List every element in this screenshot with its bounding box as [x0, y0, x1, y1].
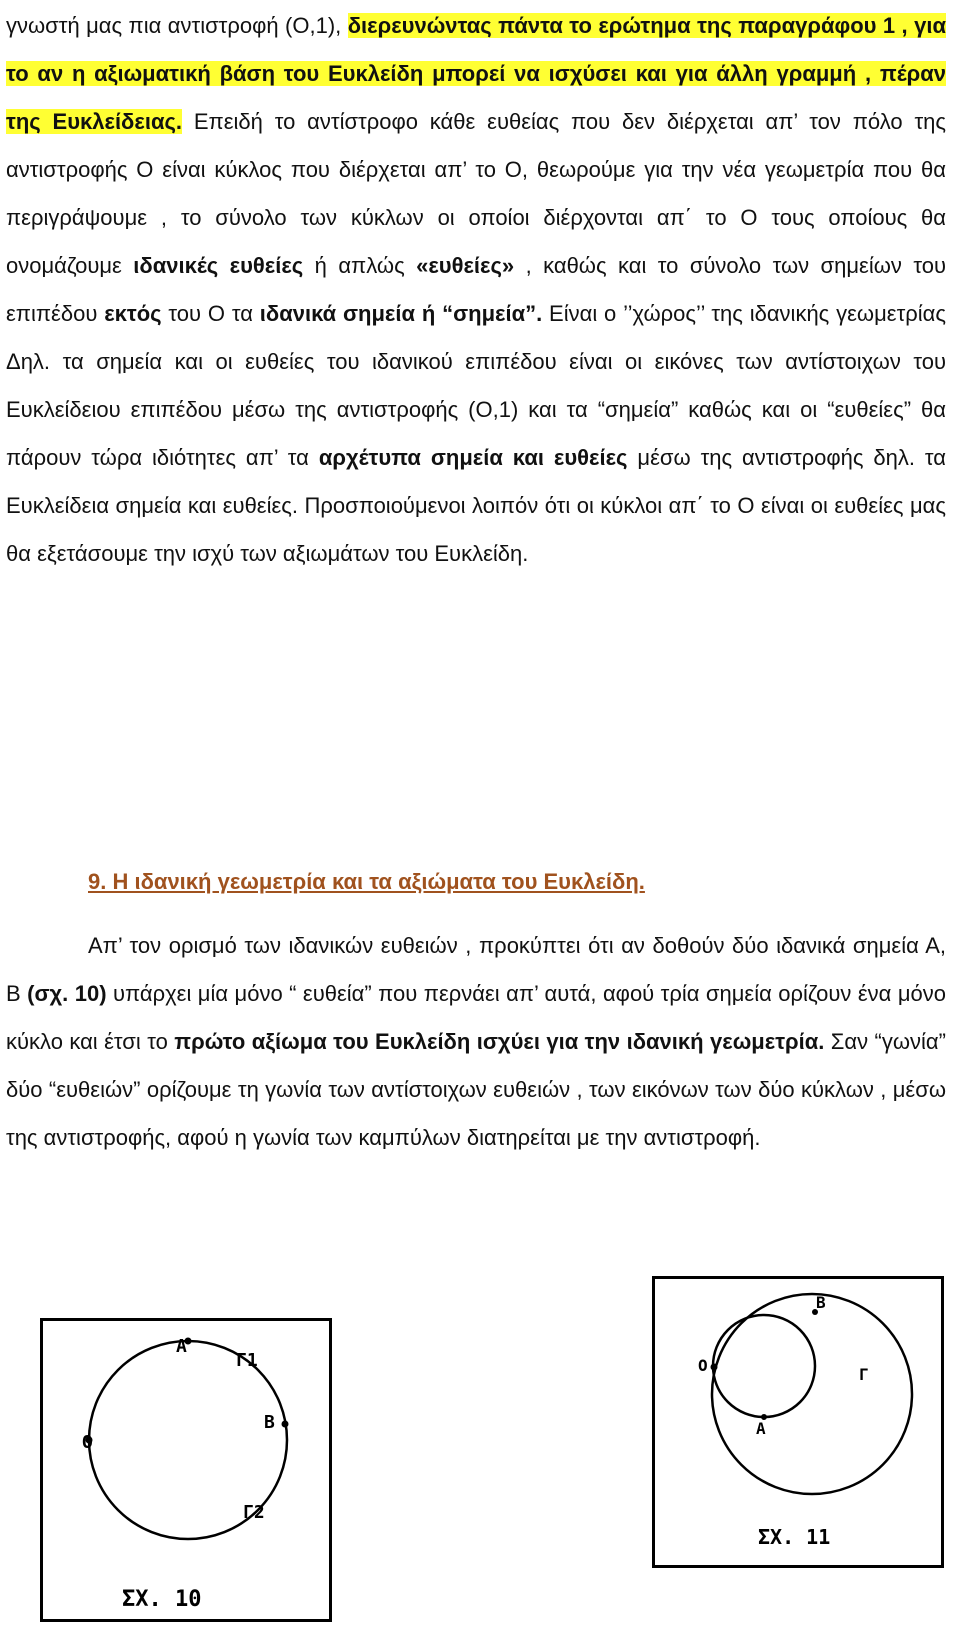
- label-A: Α: [756, 1419, 766, 1438]
- figure-10-drawing: [40, 1318, 332, 1622]
- text-run: υπάρχει μία μόνο “ ευθεία” που περνάει απ’ αυτά, αφού τρία σημεία ορίζουν ένα μόνο κύκλο και έτσι το: [6, 981, 946, 1054]
- label-G2: Γ2: [243, 1502, 265, 1523]
- figure-10-caption: ΣΧ. 10: [122, 1587, 202, 1612]
- label-G: Γ: [859, 1365, 869, 1384]
- point-B: [282, 1421, 289, 1428]
- bold-term-lines: «ευθείες»: [416, 253, 515, 278]
- figure-10: [40, 1318, 332, 1622]
- text-run: μέσω της αντιστροφής δηλ. τα Ευκλείδεια σημεία και ευθείες. Προσποιούμενοι λοιπόν ότι οι κύκλοι απ΄ το Ο είναι οι ευθείες μας θα εξετάσουμε την ισχύ των αξιωμάτων του Ευκλείδη.: [6, 445, 946, 566]
- paragraph-inversion-definition: [6, 2, 946, 578]
- bold-figure-reference: (σχ. 10): [27, 981, 107, 1006]
- bold-first-axiom: πρώτο αξίωμα του Ευκλείδη ισχύει για την ιδανική γεωμετρία.: [174, 1029, 825, 1054]
- label-A: Α: [176, 1336, 187, 1357]
- text-run: ή απλώς: [303, 253, 417, 278]
- text-run: Είναι ο ’’χώρος’’ της ιδανικής γεωμετρίας Δηλ. τα σημεία και οι ευθείες του ιδανικού επιπέδου είναι οι εικόνες των αντίστοιχων του Ευκλείδειου επιπέδου μέσω της αντιστροφής (Ο,1) και τα “σημεία” καθώς και οι “ευθείες” θα πάρουν τώρα ιδιότητες απ’ τα: [6, 301, 946, 470]
- bold-term-except: εκτός: [104, 301, 162, 326]
- section-heading: 9. Η ιδανική γεωμετρία και τα αξιώματα του Ευκλείδη.: [88, 869, 645, 894]
- label-B: Β: [264, 1412, 275, 1433]
- label-O: Ο: [698, 1356, 708, 1375]
- paragraph-first-axiom: [6, 922, 946, 1162]
- text-run: Απ’ τον ορισμό των ιδανικών ευθειών , προκύπτει ότι αν δοθούν δύο ιδανικά σημεία Α, Β: [6, 933, 946, 1006]
- label-O: Ο: [82, 1432, 93, 1453]
- highlighted-text: διερευνώντας πάντα το ερώτημα της παραγράφου 1 , για το αν η αξιωματική βάση του Ευκλείδη μπορεί να ισχύσει και για άλλη γραμμή , πέραν της Ευκλείδειας.: [6, 13, 946, 134]
- text-run: γνωστή μας πια αντιστροφή (Ο,1),: [6, 13, 348, 38]
- figure-frame: [42, 1320, 331, 1621]
- bold-term-archetypes: αρχέτυπα σημεία και ευθείες: [318, 445, 628, 470]
- figure-frame: [654, 1278, 943, 1567]
- figure-11-drawing: [652, 1276, 944, 1568]
- text-run: Επειδή το αντίστροφο κάθε ευθείας που δεν διέρχεται απ’ τον πόλο της αντιστροφής Ο είναι κύκλος που διέρχεται απ’ το Ο, θεωρούμε για την νέα γεωμετρία που θα περιγράψουμε , το σύνολο των κύκλων οι οποίοι διέρχονται απ΄ το Ο τους οποίους θα ονομάζουμε: [6, 109, 946, 278]
- point-O: [711, 1364, 718, 1371]
- bold-term-ideal-points: ιδανικά σημεία ή “σημεία”.: [259, 301, 543, 326]
- text-run: του Ο τα: [161, 301, 260, 326]
- label-G1: Γ1: [236, 1350, 258, 1371]
- label-B: Β: [816, 1293, 826, 1312]
- figure-11: [652, 1276, 944, 1568]
- text-run: , καθώς και το σύνολο των σημείων του επιπέδου: [6, 253, 946, 326]
- text-run: Σαν “γωνία” δύο “ευθειών” ορίζουμε τη γωνία των αντίστοιχων ευθειών , των εικόνων των δύο κύκλων , μέσω της αντιστροφής, αφού η γωνία των καμπύλων διατηρείται με την αντιστροφή.: [6, 1029, 946, 1150]
- bold-term-ideal-lines: ιδανικές ευθείες: [133, 253, 304, 278]
- figure-11-caption: ΣΧ. 11: [758, 1525, 831, 1549]
